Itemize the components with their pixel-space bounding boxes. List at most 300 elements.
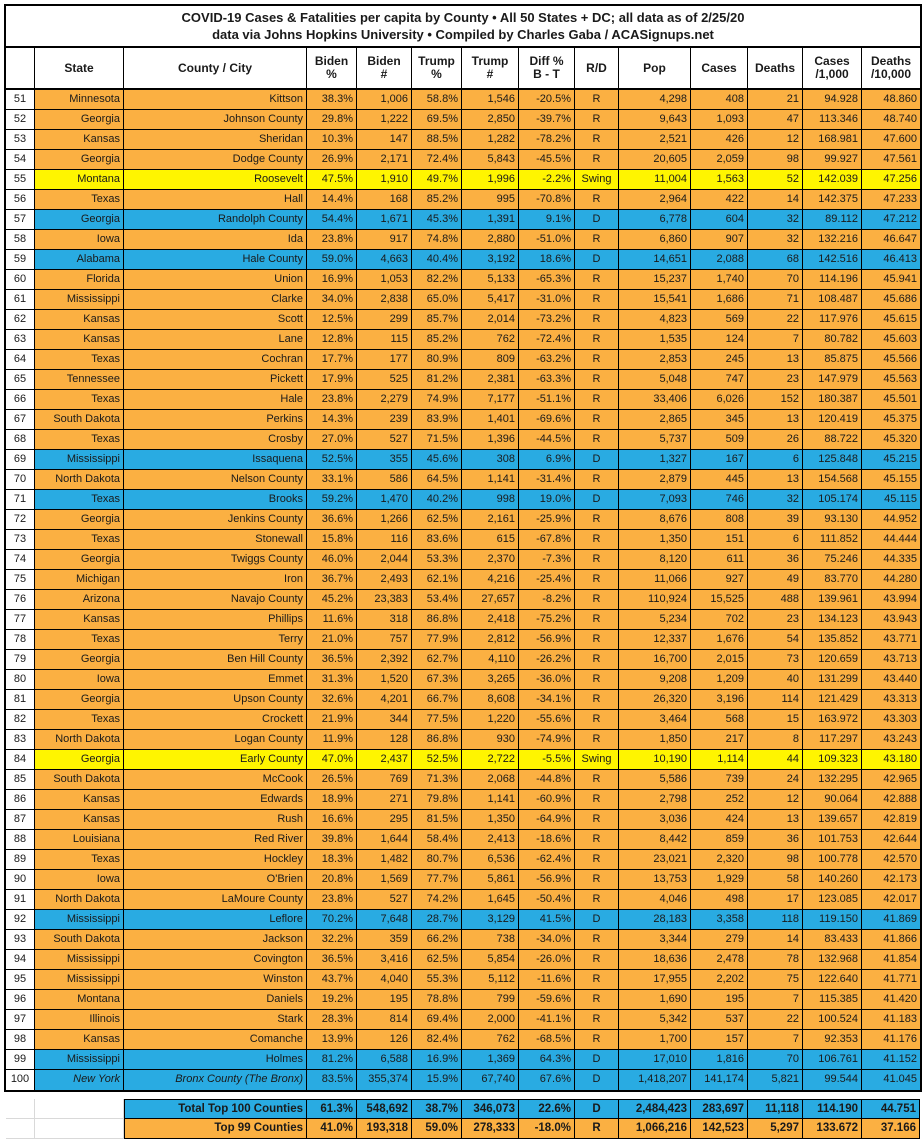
header-trump-pct: Trump %: [412, 48, 462, 88]
header-pop: Pop: [619, 48, 691, 88]
table-row: [6, 1050, 920, 1070]
totals-cell-cases: 142,523: [691, 1119, 748, 1139]
cell-pop: 4,046: [619, 890, 691, 910]
cell-trump-votes: 738: [462, 930, 519, 950]
cell-rank: 63: [6, 330, 35, 350]
cell-rd: D: [575, 1070, 619, 1090]
cell-cases: 141,174: [691, 1070, 748, 1090]
cell-rd: R: [575, 590, 619, 610]
cell-state: Michigan: [35, 570, 124, 590]
table-row: [6, 670, 920, 690]
cell-deaths-per-10000: 43.994: [862, 590, 920, 610]
cell-rd: R: [575, 130, 619, 150]
cell-deaths-per-10000: 42.888: [862, 790, 920, 810]
cell-county: Navajo County: [124, 590, 307, 610]
cell-deaths-per-10000: 44.335: [862, 550, 920, 570]
cell-deaths-per-10000: 47.256: [862, 170, 920, 190]
cell-pop: 2,798: [619, 790, 691, 810]
cell-trump-votes: 3,129: [462, 910, 519, 930]
cell-rank: 89: [6, 850, 35, 870]
cell-biden-votes: 1,910: [357, 170, 412, 190]
cell-diff-pct: -51.1%: [519, 390, 575, 410]
cell-county: Kittson: [124, 90, 307, 110]
cell-deaths: 44: [748, 750, 803, 770]
cell-biden-pct: 12.5%: [307, 310, 357, 330]
cell-biden-pct: 59.2%: [307, 490, 357, 510]
cell-pop: 7,093: [619, 490, 691, 510]
cell-deaths-per-10000: 45.566: [862, 350, 920, 370]
table-row: [6, 610, 920, 630]
cell-rank: 59: [6, 250, 35, 270]
cell-cases-per-1000: 114.196: [803, 270, 862, 290]
cell-diff-pct: -69.6%: [519, 410, 575, 430]
cell-cases-per-1000: 119.150: [803, 910, 862, 930]
cell-diff-pct: -78.2%: [519, 130, 575, 150]
cell-biden-votes: 271: [357, 790, 412, 810]
cell-cases-per-1000: 113.346: [803, 110, 862, 130]
cell-trump-pct: 58.8%: [412, 90, 462, 110]
header-deaths-per-10000: Deaths /10,000: [870, 54, 912, 81]
cell-state: Kansas: [35, 610, 124, 630]
cell-pop: 5,586: [619, 770, 691, 790]
cell-county: Bronx County (The Bronx): [124, 1070, 307, 1090]
cell-rank: 86: [6, 790, 35, 810]
cell-county: Cochran: [124, 350, 307, 370]
cell-rd: R: [575, 510, 619, 530]
cell-trump-pct: 62.5%: [412, 950, 462, 970]
cell-deaths: 26: [748, 430, 803, 450]
cell-diff-pct: -18.6%: [519, 830, 575, 850]
table-row: [6, 710, 920, 730]
cell-trump-votes: 2,161: [462, 510, 519, 530]
cell-trump-votes: 5,112: [462, 970, 519, 990]
cell-biden-votes: 318: [357, 610, 412, 630]
cell-biden-pct: 11.9%: [307, 730, 357, 750]
cell-biden-pct: 13.9%: [307, 1030, 357, 1050]
cell-trump-pct: 53.3%: [412, 550, 462, 570]
cell-cases: 746: [691, 490, 748, 510]
header-cases-per-1000: Cases /1,000: [803, 48, 862, 88]
cell-county: Randolph County: [124, 210, 307, 230]
totals-cell-deaths-per-10000: 44.751: [862, 1099, 920, 1119]
cell-deaths-per-10000: 42.644: [862, 830, 920, 850]
cell-biden-votes: 527: [357, 890, 412, 910]
cell-cases: 6,026: [691, 390, 748, 410]
cell-biden-votes: 1,644: [357, 830, 412, 850]
cell-county: Ida: [124, 230, 307, 250]
cell-trump-votes: 6,536: [462, 850, 519, 870]
cell-trump-votes: 1,141: [462, 470, 519, 490]
cell-cases-per-1000: 94.928: [803, 90, 862, 110]
cell-rank: 67: [6, 410, 35, 430]
cell-pop: 16,700: [619, 650, 691, 670]
cell-biden-votes: 6,588: [357, 1050, 412, 1070]
cell-trump-pct: 66.2%: [412, 930, 462, 950]
cell-trump-pct: 81.2%: [412, 370, 462, 390]
cell-rd: R: [575, 890, 619, 910]
cell-trump-votes: 27,657: [462, 590, 519, 610]
cell-trump-votes: 2,880: [462, 230, 519, 250]
table-row: [6, 130, 920, 150]
cell-rank: 98: [6, 1030, 35, 1050]
cell-biden-votes: 4,201: [357, 690, 412, 710]
cell-trump-votes: 2,418: [462, 610, 519, 630]
cell-rd: R: [575, 970, 619, 990]
cell-deaths-per-10000: 48.740: [862, 110, 920, 130]
cell-biden-votes: 359: [357, 930, 412, 950]
cell-pop: 18,636: [619, 950, 691, 970]
cell-state: Arizona: [35, 590, 124, 610]
cell-state: Kansas: [35, 790, 124, 810]
cell-county: Pickett: [124, 370, 307, 390]
cell-rd: D: [575, 210, 619, 230]
cell-trump-votes: 4,216: [462, 570, 519, 590]
cell-rank: 52: [6, 110, 35, 130]
cell-pop: 11,066: [619, 570, 691, 590]
county-table: [4, 4, 922, 1092]
cell-biden-votes: 1,520: [357, 670, 412, 690]
table-row: [6, 310, 920, 330]
cell-biden-pct: 36.5%: [307, 650, 357, 670]
table-row: [6, 230, 920, 250]
cell-deaths-per-10000: 43.440: [862, 670, 920, 690]
cell-deaths-per-10000: 41.866: [862, 930, 920, 950]
cell-deaths-per-10000: 43.943: [862, 610, 920, 630]
cell-deaths-per-10000: 43.713: [862, 650, 920, 670]
cell-state: Texas: [35, 530, 124, 550]
cell-biden-pct: 52.5%: [307, 450, 357, 470]
cell-state: Kansas: [35, 330, 124, 350]
cell-biden-pct: 81.2%: [307, 1050, 357, 1070]
cell-county: Holmes: [124, 1050, 307, 1070]
cell-county: Issaquena: [124, 450, 307, 470]
table-title-line1: COVID-19 Cases & Fatalities per capita by County • All 50 States + DC; all data as of 2/25/20: [181, 10, 745, 25]
cell-pop: 1,327: [619, 450, 691, 470]
cell-rank: 92: [6, 910, 35, 930]
cell-cases-per-1000: 134.123: [803, 610, 862, 630]
cell-state: North Dakota: [35, 470, 124, 490]
cell-state: Iowa: [35, 230, 124, 250]
cell-cases: 1,686: [691, 290, 748, 310]
cell-cases: 279: [691, 930, 748, 950]
header-diff-pct: Diff % B - T: [519, 48, 575, 88]
header-county: County / City: [124, 48, 307, 88]
cell-state: Mississippi: [35, 970, 124, 990]
cell-deaths: 75: [748, 970, 803, 990]
totals-cell-trump-pct: 59.0%: [412, 1119, 462, 1139]
cell-trump-pct: 74.9%: [412, 390, 462, 410]
cell-biden-votes: 814: [357, 1010, 412, 1030]
table-row: [6, 830, 920, 850]
cell-trump-pct: 82.2%: [412, 270, 462, 290]
cell-rd: R: [575, 990, 619, 1010]
cell-pop: 2,879: [619, 470, 691, 490]
cell-trump-votes: 1,350: [462, 810, 519, 830]
totals-cell-deaths-per-10000: 37.166: [862, 1119, 920, 1139]
table-row: [6, 1070, 920, 1090]
cell-diff-pct: -60.9%: [519, 790, 575, 810]
cell-trump-votes: 2,000: [462, 1010, 519, 1030]
cell-state: Georgia: [35, 550, 124, 570]
cell-biden-pct: 47.0%: [307, 750, 357, 770]
cell-trump-pct: 85.7%: [412, 310, 462, 330]
cell-state: Kansas: [35, 310, 124, 330]
cell-cases-per-1000: 121.429: [803, 690, 862, 710]
cell-rank: 99: [6, 1050, 35, 1070]
cell-trump-pct: 45.3%: [412, 210, 462, 230]
cell-trump-pct: 53.4%: [412, 590, 462, 610]
cell-diff-pct: -39.7%: [519, 110, 575, 130]
cell-pop: 12,337: [619, 630, 691, 650]
cell-biden-votes: 126: [357, 1030, 412, 1050]
cell-deaths-per-10000: 42.819: [862, 810, 920, 830]
cell-biden-votes: 355,374: [357, 1070, 412, 1090]
cell-state: Mississippi: [35, 1050, 124, 1070]
cell-rank: 54: [6, 150, 35, 170]
table-row: [6, 930, 920, 950]
cell-deaths: 54: [748, 630, 803, 650]
cell-state: Texas: [35, 190, 124, 210]
cell-county: Scott: [124, 310, 307, 330]
cell-county: Stark: [124, 1010, 307, 1030]
table-row: [6, 530, 920, 550]
cell-state: Texas: [35, 710, 124, 730]
cell-deaths: 15: [748, 710, 803, 730]
cell-deaths-per-10000: 48.860: [862, 90, 920, 110]
cell-diff-pct: -44.8%: [519, 770, 575, 790]
cell-cases: 1,114: [691, 750, 748, 770]
cell-rd: R: [575, 870, 619, 890]
cell-biden-pct: 45.2%: [307, 590, 357, 610]
cell-biden-votes: 7,648: [357, 910, 412, 930]
cell-cases-per-1000: 115.385: [803, 990, 862, 1010]
cell-trump-pct: 15.9%: [412, 1070, 462, 1090]
cell-rank: 93: [6, 930, 35, 950]
cell-cases-per-1000: 131.299: [803, 670, 862, 690]
cell-deaths: 118: [748, 910, 803, 930]
cell-state: Georgia: [35, 510, 124, 530]
cell-biden-votes: 769: [357, 770, 412, 790]
cell-county: McCook: [124, 770, 307, 790]
cell-diff-pct: -70.8%: [519, 190, 575, 210]
cell-deaths: 13: [748, 470, 803, 490]
cell-cases-per-1000: 168.981: [803, 130, 862, 150]
cell-diff-pct: 41.5%: [519, 910, 575, 930]
cell-cases: 604: [691, 210, 748, 230]
cell-diff-pct: -31.4%: [519, 470, 575, 490]
column-header-row: [6, 48, 920, 90]
cell-trump-votes: 1,546: [462, 90, 519, 110]
cell-deaths-per-10000: 41.183: [862, 1010, 920, 1030]
cell-deaths-per-10000: 43.771: [862, 630, 920, 650]
cell-county: LaMoure County: [124, 890, 307, 910]
cell-rank: 100: [6, 1070, 35, 1090]
cell-pop: 2,964: [619, 190, 691, 210]
cell-deaths: 40: [748, 670, 803, 690]
cell-deaths: 13: [748, 810, 803, 830]
cell-cases-per-1000: 117.297: [803, 730, 862, 750]
cell-state: Texas: [35, 490, 124, 510]
cell-county: Phillips: [124, 610, 307, 630]
cell-state: Georgia: [35, 690, 124, 710]
cell-state: North Dakota: [35, 730, 124, 750]
cell-deaths: 22: [748, 310, 803, 330]
table-body: [6, 90, 920, 1090]
table-row: [6, 810, 920, 830]
cell-biden-pct: 39.8%: [307, 830, 357, 850]
table-row: [6, 590, 920, 610]
cell-cases-per-1000: 163.972: [803, 710, 862, 730]
cell-trump-votes: 1,220: [462, 710, 519, 730]
cell-diff-pct: -7.3%: [519, 550, 575, 570]
cell-pop: 3,036: [619, 810, 691, 830]
cell-state: Iowa: [35, 670, 124, 690]
cell-deaths: 70: [748, 1050, 803, 1070]
cell-diff-pct: -31.0%: [519, 290, 575, 310]
cell-rd: R: [575, 410, 619, 430]
cell-deaths-per-10000: 43.313: [862, 690, 920, 710]
cell-biden-votes: 195: [357, 990, 412, 1010]
cell-biden-pct: 28.3%: [307, 1010, 357, 1030]
cell-biden-pct: 19.2%: [307, 990, 357, 1010]
cell-rank: 57: [6, 210, 35, 230]
cell-deaths: 49: [748, 570, 803, 590]
cell-cases: 157: [691, 1030, 748, 1050]
cell-deaths: 7: [748, 330, 803, 350]
cell-pop: 9,208: [619, 670, 691, 690]
cell-diff-pct: -36.0%: [519, 670, 575, 690]
table-row: [6, 270, 920, 290]
cell-trump-votes: 762: [462, 330, 519, 350]
cell-trump-votes: 1,282: [462, 130, 519, 150]
cell-cases: 124: [691, 330, 748, 350]
cell-deaths-per-10000: 44.952: [862, 510, 920, 530]
cell-blank: [35, 1099, 124, 1119]
cell-rd: R: [575, 530, 619, 550]
cell-biden-pct: 23.8%: [307, 390, 357, 410]
cell-rd: R: [575, 470, 619, 490]
cell-deaths-per-10000: 44.444: [862, 530, 920, 550]
totals-label: Total Top 100 Counties: [124, 1099, 307, 1119]
cell-biden-votes: 586: [357, 470, 412, 490]
cell-trump-votes: 5,417: [462, 290, 519, 310]
cell-pop: 1,535: [619, 330, 691, 350]
cell-cases: 2,088: [691, 250, 748, 270]
table-row: [6, 350, 920, 370]
cell-state: Georgia: [35, 110, 124, 130]
cell-blank: [6, 1099, 35, 1119]
cell-diff-pct: -2.2%: [519, 170, 575, 190]
cell-trump-pct: 80.9%: [412, 350, 462, 370]
cell-rank: 53: [6, 130, 35, 150]
cell-county: Union: [124, 270, 307, 290]
cell-pop: 3,344: [619, 930, 691, 950]
cell-diff-pct: 9.1%: [519, 210, 575, 230]
cell-rd: D: [575, 1050, 619, 1070]
cell-county: Hale County: [124, 250, 307, 270]
table-row: [6, 570, 920, 590]
cell-rd: D: [575, 490, 619, 510]
cell-pop: 28,183: [619, 910, 691, 930]
cell-rd: D: [575, 450, 619, 470]
cell-cases-per-1000: 180.387: [803, 390, 862, 410]
cell-rank: 55: [6, 170, 35, 190]
header-cases: Cases: [691, 48, 748, 88]
cell-county: Terry: [124, 630, 307, 650]
cell-trump-pct: 71.5%: [412, 430, 462, 450]
cell-deaths: 23: [748, 370, 803, 390]
cell-trump-votes: 998: [462, 490, 519, 510]
cell-rank: 84: [6, 750, 35, 770]
cell-cases-per-1000: 88.722: [803, 430, 862, 450]
cell-biden-votes: 2,838: [357, 290, 412, 310]
cell-deaths: 7: [748, 1030, 803, 1050]
cell-biden-pct: 38.3%: [307, 90, 357, 110]
cell-biden-votes: 344: [357, 710, 412, 730]
header-biden-votes: Biden #: [357, 48, 412, 88]
cell-county: Rush: [124, 810, 307, 830]
cell-diff-pct: 18.6%: [519, 250, 575, 270]
cell-rd: R: [575, 550, 619, 570]
cell-state: Georgia: [35, 150, 124, 170]
cell-state: Montana: [35, 990, 124, 1010]
cell-state: Mississippi: [35, 950, 124, 970]
cell-rank: 74: [6, 550, 35, 570]
cell-diff-pct: 19.0%: [519, 490, 575, 510]
cell-biden-pct: 15.8%: [307, 530, 357, 550]
cell-cases-per-1000: 139.961: [803, 590, 862, 610]
cell-county: Hale: [124, 390, 307, 410]
cell-pop: 17,010: [619, 1050, 691, 1070]
cell-diff-pct: -73.2%: [519, 310, 575, 330]
cell-cases: 611: [691, 550, 748, 570]
cell-rd: R: [575, 930, 619, 950]
cell-rank: 77: [6, 610, 35, 630]
cell-cases-per-1000: 147.979: [803, 370, 862, 390]
cell-biden-pct: 20.8%: [307, 870, 357, 890]
cell-cases: 907: [691, 230, 748, 250]
cell-deaths: 12: [748, 130, 803, 150]
cell-pop: 4,823: [619, 310, 691, 330]
cell-cases: 739: [691, 770, 748, 790]
cell-cases: 3,358: [691, 910, 748, 930]
cell-deaths: 8: [748, 730, 803, 750]
cell-deaths: 71: [748, 290, 803, 310]
cell-diff-pct: -34.0%: [519, 930, 575, 950]
cell-rd: Swing: [575, 750, 619, 770]
cell-trump-pct: 66.7%: [412, 690, 462, 710]
cell-county: Jackson: [124, 930, 307, 950]
cell-pop: 5,048: [619, 370, 691, 390]
cell-county: Covington: [124, 950, 307, 970]
cell-state: South Dakota: [35, 410, 124, 430]
totals-cell-trump-votes: 346,073: [462, 1099, 519, 1119]
cell-biden-pct: 33.1%: [307, 470, 357, 490]
cell-pop: 5,737: [619, 430, 691, 450]
cell-deaths-per-10000: 42.965: [862, 770, 920, 790]
cell-state: New York: [35, 1070, 124, 1090]
cell-cases-per-1000: 142.516: [803, 250, 862, 270]
cell-deaths-per-10000: 45.215: [862, 450, 920, 470]
cell-biden-votes: 1,006: [357, 90, 412, 110]
cell-rd: R: [575, 770, 619, 790]
cell-cases: 569: [691, 310, 748, 330]
header-rd: R/D: [575, 48, 619, 88]
cell-pop: 13,753: [619, 870, 691, 890]
cell-state: Mississippi: [35, 910, 124, 930]
cell-deaths-per-10000: 47.233: [862, 190, 920, 210]
cell-deaths: 6: [748, 450, 803, 470]
